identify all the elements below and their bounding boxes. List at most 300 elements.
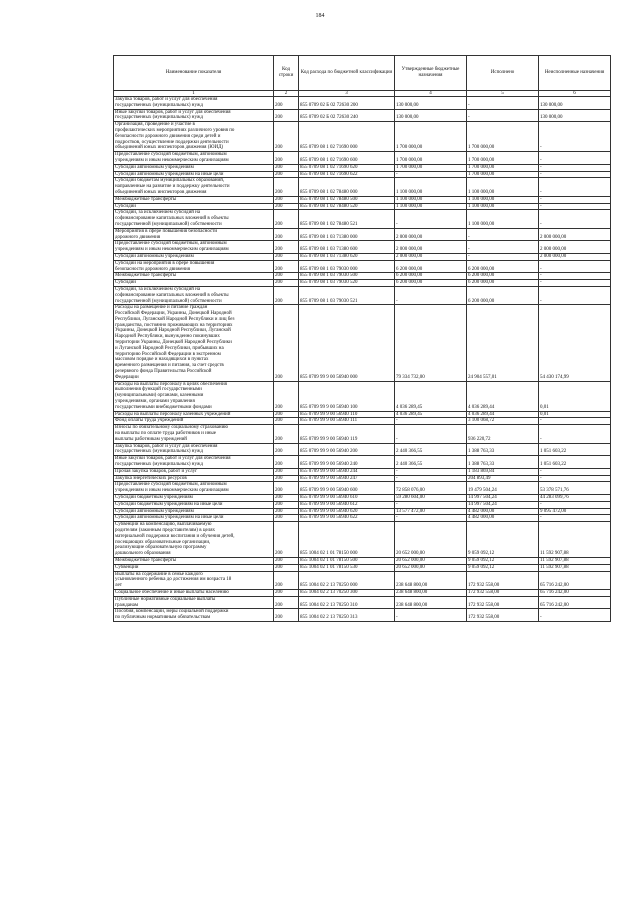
row-name-line: Субвенции <box>115 564 139 570</box>
row-line-code: 200 <box>274 468 299 475</box>
table-row <box>114 589 611 596</box>
row-name <box>114 152 274 165</box>
row-name <box>114 122 274 152</box>
row-unexecuted: - <box>539 178 611 196</box>
row-name-line: Субсидии автономным учреждениям <box>115 164 194 170</box>
row-classification: 855 0709 08 1 03 79030 500 <box>299 273 395 280</box>
row-name-line: выполнения функций государственными <box>115 387 202 393</box>
row-line-code: 200 <box>274 152 299 165</box>
row-line-code: 200 <box>274 122 299 152</box>
row-line-code: 200 <box>274 286 299 304</box>
row-unexecuted: - <box>539 501 611 508</box>
table-row <box>114 152 611 165</box>
row-executed: 1 100 000,00 <box>467 203 539 210</box>
table-row <box>114 203 611 210</box>
row-unexecuted: 53 378 571,76 <box>539 482 611 495</box>
header-name: Наименование показателя <box>114 56 274 91</box>
row-name-line: усыновленного ребенка до достижения им возраста 18 <box>115 577 232 583</box>
row-name <box>114 501 274 508</box>
table-row <box>114 501 611 508</box>
row-approved: 130 000,00 <box>395 109 467 122</box>
row-classification: 855 0709 08 1 03 71380 600 <box>299 241 395 254</box>
row-executed: 14 997 504,24 <box>467 495 539 502</box>
row-name <box>114 228 274 241</box>
table-row <box>114 571 611 589</box>
row-unexecuted: - <box>539 609 611 622</box>
row-unexecuted: 2 000 000,00 <box>539 228 611 241</box>
row-name <box>114 109 274 122</box>
row-name-line: Пособия, компенсации, меры социальной поддержки <box>115 609 229 615</box>
table-row <box>114 443 611 456</box>
row-name-line: Субсидии, за исключением субсидий на <box>115 286 201 292</box>
row-line-code: 200 <box>274 425 299 443</box>
row-executed: - <box>467 253 539 260</box>
row-name-line: объединений юных инспекторов движения <box>115 189 207 195</box>
row-unexecuted: 65 716 242,00 <box>539 596 611 609</box>
row-name <box>114 97 274 110</box>
table-row <box>114 305 611 381</box>
row-unexecuted: 130 000,00 <box>539 97 611 110</box>
table-row <box>114 475 611 482</box>
row-approved: - <box>395 501 467 508</box>
row-line-code: 200 <box>274 515 299 522</box>
column-number: 5 <box>467 91 539 97</box>
row-name <box>114 210 274 228</box>
row-line-code: 200 <box>274 411 299 418</box>
row-approved: 6 200 000,00 <box>395 280 467 287</box>
row-approved: 20 652 000,00 <box>395 522 467 558</box>
row-line-code: 200 <box>274 564 299 571</box>
row-unexecuted: 1 051 603,22 <box>539 456 611 469</box>
table-row <box>114 495 611 502</box>
row-name <box>114 515 274 522</box>
row-line-code: 200 <box>274 418 299 425</box>
row-line-code: 200 <box>274 495 299 502</box>
row-name <box>114 564 274 571</box>
row-approved: - <box>395 475 467 482</box>
row-name-line: государственных (муниципальных) нужд <box>115 115 203 121</box>
row-name <box>114 280 274 287</box>
table-row <box>114 260 611 273</box>
row-executed: 1 388 763,33 <box>467 443 539 456</box>
row-approved: 2 000 000,00 <box>395 241 467 254</box>
row-executed: - <box>467 241 539 254</box>
row-name <box>114 557 274 564</box>
row-name-line: Предоставление субсидий бюджетным, автономным <box>115 152 227 158</box>
table-row <box>114 280 611 287</box>
header-line-code: Код строки <box>274 56 299 91</box>
row-unexecuted: 0,01 <box>539 411 611 418</box>
row-executed: 6 200 000,00 <box>467 273 539 280</box>
row-classification: 855 0709 08 1 02 78480 000 <box>299 178 395 196</box>
row-unexecuted: - <box>539 152 611 165</box>
column-number: 6 <box>539 91 611 97</box>
row-name-line: учреждениям и иным некоммерческим организациям <box>115 488 229 494</box>
row-unexecuted: - <box>539 286 611 304</box>
header-executed: Исполнено <box>467 56 539 91</box>
row-name <box>114 475 274 482</box>
row-approved: - <box>395 515 467 522</box>
row-classification: 855 1004 02 1 01 78150 500 <box>299 557 395 564</box>
row-line-code: 200 <box>274 260 299 273</box>
row-unexecuted: 44 283 099,76 <box>539 495 611 502</box>
row-name-line: Закупка энергетических ресурсов <box>115 475 187 481</box>
row-name <box>114 273 274 280</box>
row-approved: - <box>395 609 467 622</box>
row-approved: 2 440 366,55 <box>395 443 467 456</box>
row-name-line: Субсидии автономным учреждениям на иные цели <box>115 171 224 177</box>
row-executed: 24 904 557,01 <box>467 305 539 381</box>
table-row <box>114 178 611 196</box>
row-name-line: Публичные нормативные социальные выплаты <box>115 596 216 602</box>
row-approved: 238 648 800,00 <box>395 596 467 609</box>
row-approved: 1 700 000,00 <box>395 122 467 152</box>
table-row <box>114 210 611 228</box>
row-name-line: дорожного движения <box>115 234 161 240</box>
row-name <box>114 596 274 609</box>
row-approved: 238 648 800,00 <box>395 589 467 596</box>
row-name-line: государственными внебюджетными фондами <box>115 404 212 410</box>
row-name <box>114 164 274 171</box>
row-name-line: родителям (законным представителям) в целях <box>115 527 216 533</box>
row-executed: 4 036 289,44 <box>467 381 539 411</box>
column-number: 1 <box>114 91 274 97</box>
row-name <box>114 571 274 589</box>
row-line-code: 200 <box>274 171 299 178</box>
row-name <box>114 508 274 515</box>
row-approved: 20 652 000,00 <box>395 557 467 564</box>
row-name-line: Межбюджетные трансферты <box>115 273 177 279</box>
row-name-line: государственной (муниципальной) собственности <box>115 298 222 304</box>
row-name-line: Закупка товаров, работ и услуг для обеспечения <box>115 97 218 102</box>
row-unexecuted: 11 592 907,88 <box>539 522 611 558</box>
row-name-line: профилактических мероприятиях различного уровня по <box>115 127 235 133</box>
table-row <box>114 564 611 571</box>
row-name-line: учреждениями, органами управления <box>115 399 195 405</box>
row-executed: - <box>467 109 539 122</box>
table-row <box>114 609 611 622</box>
table-row <box>114 122 611 152</box>
row-classification: 855 0709 08 1 03 71380 620 <box>299 253 395 260</box>
row-approved: 2 000 000,00 <box>395 253 467 260</box>
row-name <box>114 305 274 381</box>
row-approved: - <box>395 425 467 443</box>
row-classification: 855 1004 02 2 13 70250 313 <box>299 609 395 622</box>
row-name-line: софинансирование капитальных вложений в объекты <box>115 292 229 298</box>
row-name-line: Фонд оплаты труда учреждений <box>115 418 184 424</box>
table-row <box>114 381 611 411</box>
row-unexecuted: - <box>539 196 611 203</box>
column-number: 2 <box>274 91 299 97</box>
row-executed: 19 479 504,24 <box>467 482 539 495</box>
row-name-line: государственных (муниципальных) нужд <box>115 102 203 108</box>
row-name-line: Украины, Донецкой Народной Республики, Луганской <box>115 328 231 334</box>
column-number: 3 <box>299 91 395 97</box>
row-name-line: территорию Российской Федерации в экстренном <box>115 351 221 357</box>
row-unexecuted: 1 051 603,22 <box>539 443 611 456</box>
row-executed: 1 183 869,84 <box>467 468 539 475</box>
table-row <box>114 273 611 280</box>
header-budget-classification: Код расхода по бюджетной классификации <box>299 56 395 91</box>
row-classification: 855 0709 08 1 02 71690 622 <box>299 171 395 178</box>
row-approved: 130 000,00 <box>395 97 467 110</box>
row-name <box>114 286 274 304</box>
row-line-code: 200 <box>274 482 299 495</box>
row-classification: 855 0709 99 9 00 56940 600 <box>299 482 395 495</box>
row-executed: 4 482 000,00 <box>467 508 539 515</box>
row-classification: 855 0709 08 1 03 79030 520 <box>299 280 395 287</box>
row-name-line: Российской Федерации, Украины, Донецкой Народной <box>115 311 232 317</box>
row-approved: 4 036 289,45 <box>395 381 467 411</box>
row-classification: 855 1004 02 2 13 70250 000 <box>299 571 395 589</box>
row-name <box>114 609 274 622</box>
row-line-code: 200 <box>274 443 299 456</box>
row-name <box>114 260 274 273</box>
row-line-code: 200 <box>274 381 299 411</box>
table-row <box>114 596 611 609</box>
row-unexecuted: - <box>539 273 611 280</box>
row-name-line: Субсидии бюджетам муниципальных образований, <box>115 178 225 184</box>
row-name <box>114 456 274 469</box>
row-approved: 1 700 000,00 <box>395 152 467 165</box>
row-executed: 14 997 504,24 <box>467 501 539 508</box>
table-row <box>114 482 611 495</box>
row-executed: - <box>467 228 539 241</box>
row-executed: 1 700 000,00 <box>467 171 539 178</box>
row-name <box>114 196 274 203</box>
row-unexecuted: - <box>539 418 611 425</box>
row-unexecuted: - <box>539 203 611 210</box>
table-row <box>114 557 611 564</box>
row-approved: 2 440 366,55 <box>395 456 467 469</box>
row-name-line: Субсидии на мероприятия в сфере повышения <box>115 260 215 266</box>
row-name <box>114 468 274 475</box>
row-name-line: выплаты работникам учреждений <box>115 436 187 442</box>
row-name <box>114 425 274 443</box>
row-line-code: 200 <box>274 97 299 110</box>
row-approved: 1 100 000,00 <box>395 178 467 196</box>
row-unexecuted: 2 000 000,00 <box>539 241 611 254</box>
row-line-code: 200 <box>274 596 299 609</box>
row-line-code: 200 <box>274 196 299 203</box>
row-executed: - <box>467 97 539 110</box>
row-classification: 855 0709 08 1 02 71690 600 <box>299 152 395 165</box>
row-line-code: 200 <box>274 210 299 228</box>
row-name-line: посещающих образовательные организации, <box>115 539 211 545</box>
table-row <box>114 418 611 425</box>
row-executed: 6 200 000,00 <box>467 260 539 273</box>
row-unexecuted: 11 592 907,88 <box>539 557 611 564</box>
row-name-line: Иные закупки товаров, работ и услуг для обеспечения <box>115 109 231 115</box>
row-name <box>114 203 274 210</box>
row-name-line: софинансирование капитальных вложений в объекты <box>115 216 229 222</box>
row-approved: 4 036 289,45 <box>395 411 467 418</box>
row-classification: 855 0709 02 Б 02 72630 240 <box>299 109 395 122</box>
row-name-line: Расходы на выплаты персоналу казенных учреждений <box>115 411 231 417</box>
table-row <box>114 411 611 418</box>
row-name-line: Субсидии автономным учреждениям <box>115 253 194 259</box>
table-row <box>114 241 611 254</box>
header-unexecuted: Неисполненные назначения <box>539 56 611 91</box>
row-classification: 855 0709 99 9 00 56940 612 <box>299 501 395 508</box>
table-row <box>114 109 611 122</box>
row-unexecuted: - <box>539 164 611 171</box>
row-name-line: Субсидии автономным учреждениям <box>115 508 194 514</box>
row-name-line: Предоставление субсидий бюджетным, автономным <box>115 482 227 488</box>
table-row <box>114 164 611 171</box>
row-name <box>114 253 274 260</box>
row-name <box>114 381 274 411</box>
row-classification: 855 0709 99 9 00 56940 244 <box>299 468 395 475</box>
row-line-code: 200 <box>274 557 299 564</box>
row-line-code: 200 <box>274 241 299 254</box>
row-name-line: по публичным нормативным обязательствам <box>115 615 211 621</box>
row-unexecuted: - <box>539 515 611 522</box>
row-name-line: Субсидии <box>115 280 136 286</box>
row-approved: - <box>395 286 467 304</box>
row-name <box>114 411 274 418</box>
table-row <box>114 456 611 469</box>
row-approved: 1 100 000,00 <box>395 196 467 203</box>
row-name-line: материальной поддержки воспитания и обучения детей, <box>115 533 235 539</box>
row-unexecuted: 11 592 907,88 <box>539 564 611 571</box>
row-name <box>114 589 274 596</box>
row-name <box>114 171 274 178</box>
row-name-line: и Луганской Народной Республики, прибывших на <box>115 345 224 351</box>
row-classification: 855 0709 99 9 00 56940 247 <box>299 475 395 482</box>
row-approved: - <box>395 418 467 425</box>
row-classification: 855 0709 08 1 02 71690 000 <box>299 122 395 152</box>
row-name-line: дошкольного образования <box>115 551 171 557</box>
row-approved: - <box>395 468 467 475</box>
row-classification: 855 0709 99 9 00 56940 240 <box>299 456 395 469</box>
row-classification: 855 1004 02 1 01 78150 530 <box>299 564 395 571</box>
row-approved: 72 858 076,00 <box>395 482 467 495</box>
row-unexecuted: - <box>539 122 611 152</box>
row-name-line: лет <box>115 583 122 589</box>
row-executed: 1 100 000,00 <box>467 210 539 228</box>
row-name <box>114 443 274 456</box>
row-name-line: Расходы на выплаты персоналу в целях обеспечения <box>115 381 227 387</box>
row-name <box>114 241 274 254</box>
row-executed: 172 932 558,00 <box>467 596 539 609</box>
row-classification: 855 0709 08 1 02 78480 520 <box>299 203 395 210</box>
row-unexecuted: 130 000,00 <box>539 109 611 122</box>
row-name <box>114 482 274 495</box>
row-line-code: 200 <box>274 589 299 596</box>
row-executed: 6 200 000,00 <box>467 280 539 287</box>
row-name-line: объединений юных инспекторов движения (ЮИД) <box>115 145 224 151</box>
row-executed: 172 932 558,00 <box>467 571 539 589</box>
row-name-line: (муниципальными) органами, казенными <box>115 393 204 399</box>
row-name-line: подростков, осуществление поддержки деятельности <box>115 139 229 145</box>
row-name-line: реализующие образовательную программу <box>115 545 207 551</box>
row-executed: 3 100 068,72 <box>467 418 539 425</box>
row-name-line: гражданам <box>115 602 139 608</box>
row-classification: 855 1004 02 1 01 78150 000 <box>299 522 395 558</box>
table-row <box>114 286 611 304</box>
row-executed: 1 700 000,00 <box>467 122 539 152</box>
row-line-code: 200 <box>274 508 299 515</box>
row-name-line: Межбюджетные трансферты <box>115 557 177 563</box>
row-name-line: государственной (муниципальной) собственности <box>115 221 222 227</box>
row-line-code: 200 <box>274 305 299 381</box>
row-executed: 1 700 000,00 <box>467 152 539 165</box>
row-name-line: Субсидии, за исключением субсидий на <box>115 210 201 216</box>
row-line-code: 200 <box>274 273 299 280</box>
row-name-line: Субсидии бюджетным учреждениям на иные цели <box>115 501 223 507</box>
row-classification: 855 0709 99 9 00 56940 111 <box>299 418 395 425</box>
row-approved: 79 334 732,00 <box>395 305 467 381</box>
row-executed: 9 059 092,12 <box>467 522 539 558</box>
header-approved: Утвержденные бюджетные назначения <box>395 56 467 91</box>
row-line-code: 200 <box>274 253 299 260</box>
row-name-line: Предоставление субсидий бюджетным, автономным <box>115 241 227 247</box>
row-name-line: Федерации <box>115 374 139 380</box>
row-approved: 6 200 000,00 <box>395 273 467 280</box>
row-classification: 855 0709 08 1 02 78480 500 <box>299 196 395 203</box>
row-name-line: Республики, Луганской Народной Республики и лиц без <box>115 316 235 322</box>
row-executed: 1 100 000,00 <box>467 196 539 203</box>
table-row <box>114 171 611 178</box>
row-unexecuted: 65 716 242,00 <box>539 571 611 589</box>
row-name-line: Мероприятия в сфере повышения безопасности <box>115 228 218 234</box>
row-executed: 172 932 558,00 <box>467 609 539 622</box>
row-executed: 6 200 000,00 <box>467 286 539 304</box>
row-unexecuted: - <box>539 171 611 178</box>
row-name-line: Субсидии бюджетным учреждениям <box>115 495 193 500</box>
row-name-line: учреждениям и иным некоммерческим организациям <box>115 157 229 163</box>
row-name-line: Взносы по обязательному социальному страхованию <box>115 425 229 431</box>
row-classification: 855 0709 99 9 00 56940 110 <box>299 411 395 418</box>
row-classification: 855 0709 08 1 03 79030 000 <box>299 260 395 273</box>
row-approved: 1 700 000,00 <box>395 164 467 171</box>
row-unexecuted: - <box>539 475 611 482</box>
row-classification: 855 0709 08 1 03 79030 521 <box>299 286 395 304</box>
row-name-line: Расходы на размещение и питание граждан <box>115 305 208 311</box>
row-unexecuted: - <box>539 210 611 228</box>
row-approved: 20 652 000,00 <box>395 564 467 571</box>
row-classification: 855 0709 99 9 00 56940 200 <box>299 443 395 456</box>
row-classification: 855 0709 99 9 00 56940 119 <box>299 425 395 443</box>
row-executed: 936 220,72 <box>467 425 539 443</box>
row-unexecuted: 2 000 000,00 <box>539 253 611 260</box>
row-approved: 6 200 000,00 <box>395 260 467 273</box>
row-name-line: государственных (муниципальных) нужд <box>115 462 203 468</box>
row-approved: 13 577 472,00 <box>395 508 467 515</box>
row-classification: 855 0709 99 9 00 56940 622 <box>299 515 395 522</box>
row-name-line: Организация, проведение и участие в <box>115 122 195 128</box>
table-row <box>114 253 611 260</box>
row-name-line: Иные закупки товаров, работ и услуг для обеспечения <box>115 456 231 462</box>
table-row <box>114 522 611 558</box>
row-approved: 238 648 800,00 <box>395 571 467 589</box>
table-row <box>114 425 611 443</box>
row-classification: 855 0709 08 1 02 78480 521 <box>299 210 395 228</box>
row-classification: 855 0709 99 9 00 56940 100 <box>299 381 395 411</box>
row-name-line: Межбюджетные трансферты <box>115 196 177 202</box>
row-unexecuted: 54 430 174,99 <box>539 305 611 381</box>
row-line-code: 200 <box>274 475 299 482</box>
row-approved: 1 100 000,00 <box>395 203 467 210</box>
budget-execution-table <box>113 55 611 622</box>
row-approved: - <box>395 210 467 228</box>
row-line-code: 200 <box>274 571 299 589</box>
row-name-line: государственных (муниципальных) нужд <box>115 449 203 455</box>
row-name-line: массовом порядке и находящихся в пунктах <box>115 357 209 363</box>
row-unexecuted: 0,01 <box>539 381 611 411</box>
row-name-line: безопасности дорожного движения <box>115 266 191 272</box>
